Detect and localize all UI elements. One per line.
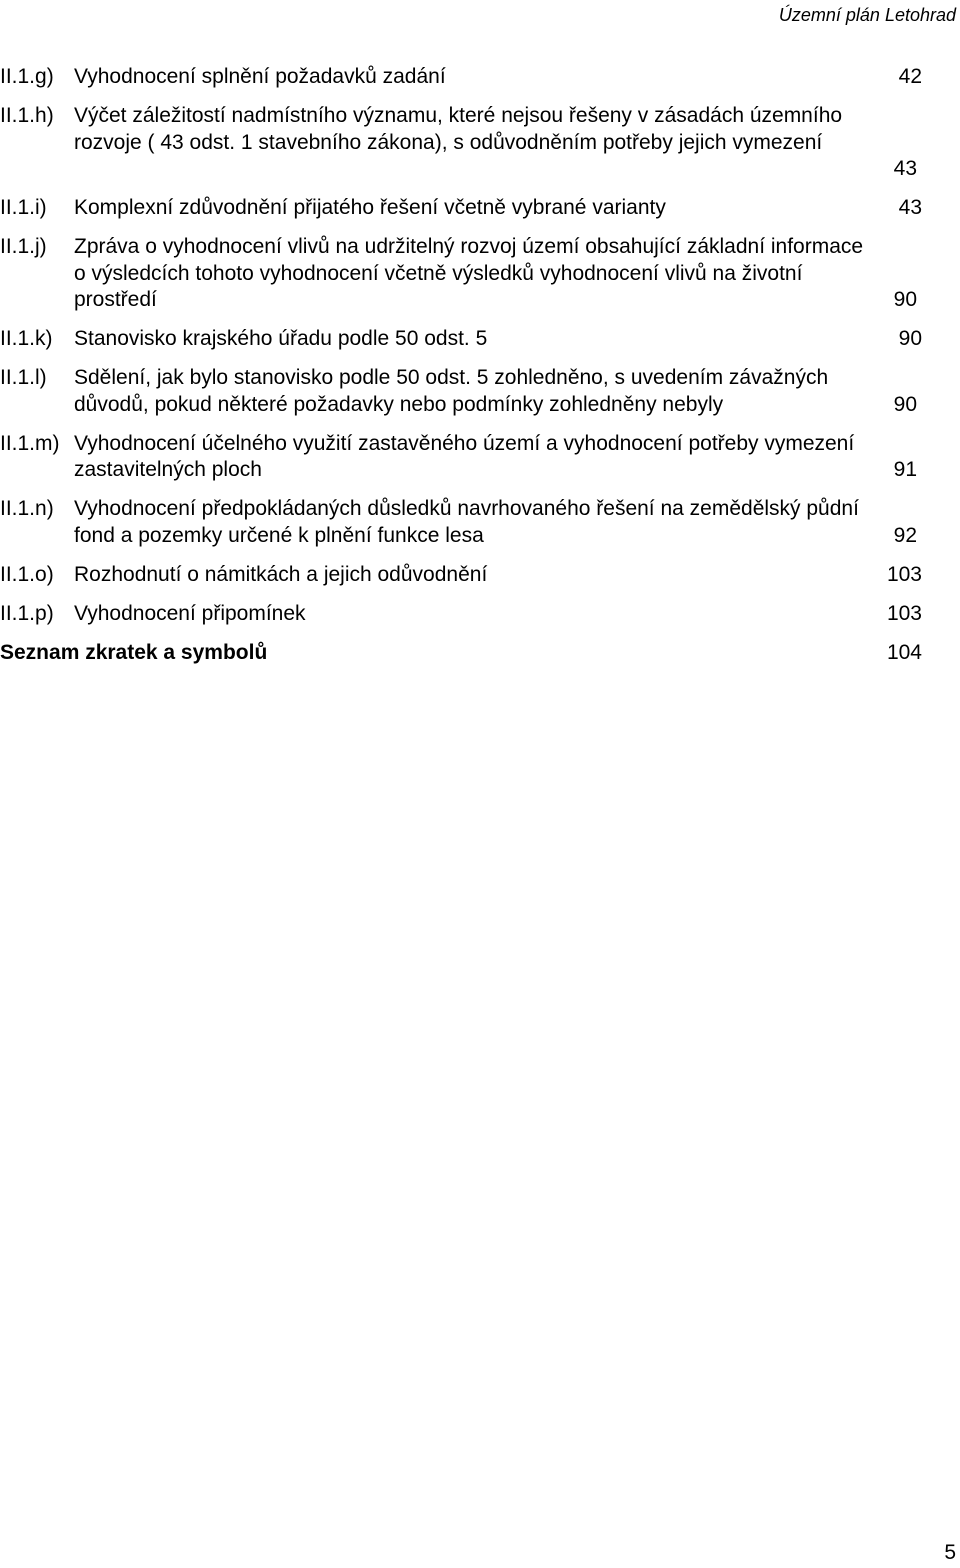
toc-entry-page: 92 [893, 523, 917, 547]
toc-entry-title: Seznam zkratek a symbolů [0, 640, 268, 664]
toc-entry-title-line: Vyhodnocení účelného využití zastavěného území a vyhodnocení potřeby vymezení [74, 431, 855, 455]
toc-entry-title-line: Vyhodnocení předpokládaných důsledků navrhovaného řešení na zemědělský půdní [74, 497, 859, 520]
toc-entry-number: II.1.h) [0, 104, 54, 127]
running-header: Územní plán Letohrad [778, 5, 956, 25]
toc-entry-page: 91 [893, 458, 917, 481]
toc-entry-title-line: důvodů, pokud některé požadavky nebo podmínky zohledněny nebyly [74, 392, 724, 416]
toc-entry-number: II.1.j) [0, 235, 47, 258]
toc-entry-number: II.1.k) [0, 327, 53, 350]
toc-entry-title: Komplexní zdůvodnění přijatého řešení včetně vybrané varianty [74, 196, 666, 219]
toc-entry[interactable] [0, 431, 960, 484]
toc-entry-page: 103 [886, 601, 922, 625]
toc-entry-page: 43 [893, 157, 917, 180]
toc-entry-number: II.1.n) [0, 497, 54, 520]
toc-entry-title: Vyhodnocení připomínek [74, 601, 306, 625]
toc-entry-title-line: o výsledcích tohoto vyhodnocení včetně výsledků vyhodnocení vlivů na životní [74, 261, 803, 285]
toc-entry[interactable] [0, 64, 960, 91]
toc-entry-title: Stanovisko krajského úřadu podle 50 odst. 5 [74, 327, 488, 350]
toc-entry[interactable] [0, 496, 960, 549]
toc-entry-page: 42 [898, 65, 922, 88]
toc-entry[interactable] [0, 103, 960, 183]
toc-entry-number: II.1.l) [0, 366, 47, 389]
toc-entry-title-line: Sdělení, jak bylo stanovisko podle 50 odst. 5 zohledněno, s uvedením závažných [74, 366, 829, 389]
toc-entry-title-line: rozvoje ( 43 odst. 1 stavebního zákona), s odůvodněním potřeby jejich vymezení [74, 130, 823, 154]
toc-entry-number: II.1.p) [0, 601, 54, 625]
toc-entry-title: Rozhodnutí o námitkách a jejich odůvodnění [74, 562, 488, 586]
toc-entry-page: 90 [898, 327, 922, 350]
toc-entry-page: 103 [886, 562, 922, 586]
toc-entry-number: II.1.m) [0, 431, 60, 455]
toc-entry[interactable] [0, 365, 960, 418]
toc-entry[interactable] [0, 326, 960, 353]
toc-entry-number: II.1.i) [0, 196, 47, 219]
toc-entry[interactable] [0, 562, 960, 589]
table-of-contents [0, 64, 960, 679]
toc-entry-page: 90 [893, 288, 917, 311]
toc-entry-page: 90 [893, 392, 917, 416]
toc-entry[interactable] [0, 234, 960, 314]
toc-entry-title: Vyhodnocení splnění požadavků zadání [74, 65, 446, 88]
toc-entry-title-line: Zpráva o vyhodnocení vlivů na udržitelný rozvoj území obsahující základní informace [74, 235, 864, 258]
toc-entry-abbreviations[interactable] [0, 640, 960, 667]
toc-entry[interactable] [0, 601, 960, 628]
toc-entry-page: 104 [886, 640, 922, 664]
page-number: 5 [944, 1541, 956, 1564]
toc-entry-page: 43 [898, 196, 922, 219]
toc-entry-title-line: Výčet záležitostí nadmístního významu, které nejsou řešeny v zásadách územního [74, 104, 843, 127]
toc-entry-title-line: fond a pozemky určené k plnění funkce lesa [74, 523, 484, 547]
toc-entry[interactable] [0, 195, 960, 222]
toc-entry-number: II.1.o) [0, 562, 54, 586]
toc-entry-title-line: zastavitelných ploch [74, 458, 262, 481]
toc-entry-title-line: prostředí [74, 288, 157, 311]
toc-entry-number: II.1.g) [0, 65, 54, 88]
